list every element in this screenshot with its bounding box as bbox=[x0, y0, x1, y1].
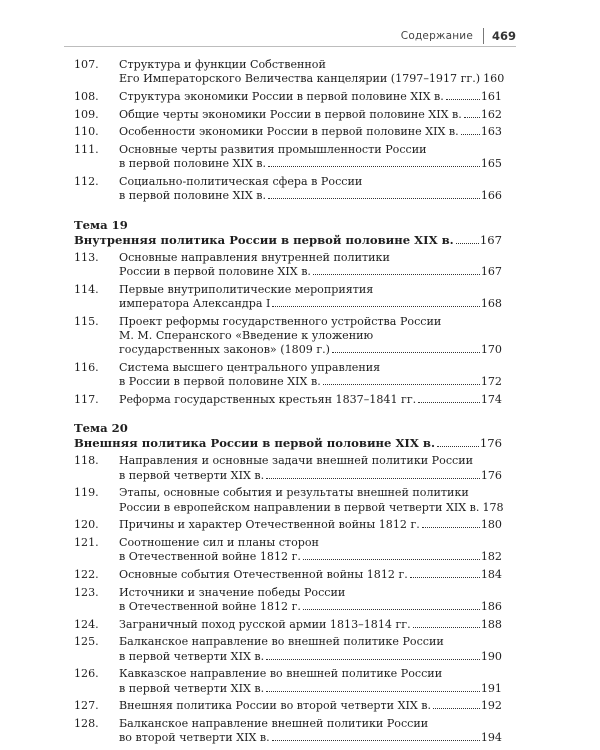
entry-line bbox=[119, 600, 502, 614]
entry-line bbox=[119, 635, 502, 649]
topic-title-link[interactable] bbox=[74, 436, 502, 451]
entry-line bbox=[119, 315, 502, 329]
toc-entry[interactable] bbox=[74, 717, 502, 746]
entry-text: Основные черты развития промышленности России bbox=[119, 142, 427, 156]
entry-number: 112. bbox=[74, 174, 99, 188]
page-number: 182 bbox=[480, 550, 502, 564]
dot-leader bbox=[437, 445, 479, 447]
entry-text: Причины и характер Отечественной войны 1812 г. bbox=[119, 518, 420, 532]
entry-line bbox=[119, 469, 502, 483]
page-number: 180 bbox=[480, 518, 502, 532]
entry-number: 125. bbox=[74, 635, 99, 649]
entry-text: России в первой половине XIX в. bbox=[119, 265, 311, 278]
entry-text: Кавказское направление во внешней политике России bbox=[119, 667, 443, 681]
entry-line bbox=[119, 108, 502, 122]
entry-number: 109. bbox=[74, 107, 99, 121]
entry-body bbox=[119, 536, 502, 565]
page-number: 172 bbox=[480, 375, 502, 389]
toc-entry[interactable] bbox=[74, 393, 502, 407]
entry-text: Этапы, основные события и результаты внешней политики bbox=[119, 486, 469, 500]
dot-leader bbox=[266, 658, 480, 660]
entry-text: Направления и основные задачи внешней политики России bbox=[119, 454, 474, 468]
entry-number: 122. bbox=[74, 568, 99, 581]
entry-text: Основные направления внутренней политики bbox=[119, 250, 390, 264]
entry-text: Проект реформы государственного устройства России bbox=[119, 314, 442, 328]
entry-line bbox=[119, 618, 502, 632]
page-number: 176 bbox=[480, 468, 502, 482]
toc-entry[interactable] bbox=[74, 315, 502, 358]
toc-entry[interactable] bbox=[74, 635, 502, 664]
toc-entry[interactable] bbox=[74, 536, 502, 565]
entry-text: в первой четверти XIX в. bbox=[119, 649, 265, 663]
toc-entry[interactable] bbox=[74, 586, 502, 615]
entry-line bbox=[119, 265, 502, 279]
entry-number: 107. bbox=[74, 58, 99, 71]
dot-leader bbox=[422, 526, 480, 528]
page-number: 178 bbox=[482, 500, 504, 514]
entry-line bbox=[119, 175, 502, 189]
header-section-title: Содержание bbox=[400, 30, 473, 42]
entry-text: Первые внутриполитические мероприятия bbox=[119, 282, 374, 296]
entry-text: государственных законов» (1809 г.) bbox=[119, 343, 331, 357]
entry-line bbox=[119, 501, 502, 515]
entry-line bbox=[119, 90, 502, 104]
header-divider bbox=[483, 28, 484, 44]
entry-body bbox=[119, 90, 502, 104]
page-number: 161 bbox=[480, 90, 502, 103]
entry-body bbox=[119, 635, 502, 664]
entry-text: в Отечественной войне 1812 г. bbox=[119, 600, 301, 613]
dot-leader bbox=[303, 558, 480, 560]
toc-entry[interactable] bbox=[74, 143, 502, 172]
entry-text: Балканское направление во внешней политике России bbox=[119, 635, 444, 649]
entry-number: 121. bbox=[74, 536, 99, 549]
entry-text: во второй четверти XIX в. bbox=[119, 731, 270, 745]
entry-number: 111. bbox=[74, 142, 99, 156]
entry-text: в первой половине XIX в. bbox=[119, 157, 267, 171]
dot-leader bbox=[461, 133, 480, 135]
dot-leader bbox=[272, 305, 479, 307]
entry-text: в России в первой половине XIX в. bbox=[119, 375, 321, 389]
entry-body bbox=[119, 667, 502, 696]
entry-body bbox=[119, 143, 502, 172]
entry-line bbox=[119, 329, 502, 343]
entry-text: Источники и значение победы России bbox=[119, 585, 346, 599]
entry-line bbox=[119, 586, 502, 600]
entry-line bbox=[119, 297, 502, 311]
toc-group-continued bbox=[74, 58, 505, 204]
entry-text: Структура и функции Собственной bbox=[119, 58, 326, 71]
entry-text: Система высшего центрального управления bbox=[119, 361, 381, 374]
toc-entry[interactable] bbox=[74, 251, 502, 280]
dot-leader bbox=[313, 273, 480, 275]
entry-line bbox=[119, 343, 502, 357]
entry-text: Заграничный поход русской армии 1813–1814 гг. bbox=[119, 617, 411, 631]
entry-number: 116. bbox=[74, 361, 99, 374]
table-of-contents bbox=[74, 58, 505, 749]
page-number: 174 bbox=[480, 393, 502, 406]
entry-text: в первой четверти XIX в. bbox=[119, 468, 265, 482]
dot-leader bbox=[272, 739, 480, 741]
page-number: 162 bbox=[480, 107, 502, 121]
entry-line bbox=[119, 125, 502, 139]
entry-text: в первой четверти XIX в. bbox=[119, 681, 265, 695]
entry-body bbox=[119, 108, 502, 122]
toc-entry[interactable] bbox=[74, 58, 505, 87]
page-number: 166 bbox=[480, 189, 502, 203]
entry-line bbox=[119, 58, 502, 72]
entry-body bbox=[119, 618, 502, 632]
toc-entry[interactable] bbox=[74, 486, 502, 515]
entry-number: 110. bbox=[74, 125, 99, 139]
toc-entry[interactable] bbox=[74, 125, 502, 139]
dot-leader bbox=[303, 608, 480, 610]
entry-text: Балканское направление внешней политики России bbox=[119, 716, 429, 730]
entry-number: 113. bbox=[74, 250, 99, 264]
entry-line bbox=[119, 283, 502, 297]
dot-leader bbox=[446, 98, 480, 100]
dot-leader bbox=[410, 576, 480, 578]
toc-entry[interactable] bbox=[74, 108, 502, 122]
entry-body bbox=[119, 699, 502, 713]
entry-text: Основные события Отечественной войны 1812 г. bbox=[119, 568, 408, 581]
entry-body bbox=[119, 486, 502, 515]
entry-text: Внешняя политика России во второй четверти XIX в. bbox=[119, 699, 432, 713]
entry-body bbox=[119, 283, 502, 312]
entry-body bbox=[119, 454, 502, 483]
entry-body bbox=[119, 58, 505, 87]
entry-number: 124. bbox=[74, 617, 99, 631]
running-header bbox=[401, 27, 516, 45]
entry-line bbox=[119, 72, 505, 86]
page-number: 163 bbox=[480, 125, 502, 139]
entry-line bbox=[119, 189, 502, 203]
entry-line bbox=[119, 667, 502, 681]
entry-line bbox=[119, 143, 502, 157]
dot-leader bbox=[266, 477, 480, 479]
page-number: 168 bbox=[480, 297, 502, 310]
toc-entry[interactable] bbox=[74, 454, 502, 483]
entry-body bbox=[119, 586, 502, 615]
entry-text: Социально-политическая сфера в России bbox=[119, 174, 363, 188]
toc-group-topic-20 bbox=[74, 454, 502, 745]
entry-body bbox=[119, 251, 502, 280]
entry-text: Структура экономики России в первой половине XIX в. bbox=[119, 90, 444, 103]
dot-leader bbox=[433, 707, 480, 709]
entry-text: Реформа государственных крестьян 1837–1841 гг. bbox=[119, 393, 417, 406]
toc-entry[interactable] bbox=[74, 699, 502, 713]
dot-leader bbox=[323, 383, 480, 385]
page-number: 167 bbox=[480, 265, 502, 278]
entry-text: Особенности экономики России в первой половине XIX в. bbox=[119, 125, 459, 139]
topic-title-link[interactable] bbox=[74, 233, 502, 248]
page-number: 192 bbox=[480, 699, 502, 713]
entry-text: в первой половине XIX в. bbox=[119, 189, 267, 203]
entry-body bbox=[119, 175, 502, 204]
entry-body bbox=[119, 568, 502, 582]
entry-number: 127. bbox=[74, 699, 99, 713]
entry-line bbox=[119, 375, 502, 389]
page-number: 167 bbox=[479, 232, 502, 247]
page-number: 191 bbox=[480, 681, 502, 695]
page-number: 170 bbox=[480, 343, 502, 357]
entry-number: 117. bbox=[74, 393, 99, 406]
page-number: 194 bbox=[480, 731, 502, 745]
entry-number: 108. bbox=[74, 90, 99, 103]
entry-line bbox=[119, 454, 502, 468]
toc-entry[interactable] bbox=[74, 283, 502, 312]
entry-line bbox=[119, 393, 502, 407]
dot-leader bbox=[268, 197, 480, 199]
entry-body bbox=[119, 717, 502, 746]
dot-leader bbox=[266, 690, 480, 692]
dot-leader bbox=[456, 242, 479, 244]
header-page-number: 469 bbox=[491, 29, 516, 43]
toc-entry[interactable] bbox=[74, 618, 502, 632]
topic-label: Тема 19 bbox=[74, 217, 128, 232]
entry-line bbox=[119, 157, 502, 171]
entry-line bbox=[119, 251, 502, 265]
page-number: 188 bbox=[480, 617, 502, 631]
dot-leader bbox=[332, 351, 480, 353]
entry-line bbox=[119, 536, 502, 550]
entry-text: в Отечественной войне 1812 г. bbox=[119, 550, 301, 564]
entry-line bbox=[119, 731, 502, 745]
topic-title-text: Внутренняя политика России в первой половине XIX в. bbox=[74, 232, 454, 247]
entry-number: 115. bbox=[74, 314, 99, 328]
toc-entry[interactable] bbox=[74, 518, 502, 532]
entry-body bbox=[119, 125, 502, 139]
entry-number: 128. bbox=[74, 716, 99, 730]
entry-line bbox=[119, 717, 502, 731]
entry-number: 119. bbox=[74, 486, 99, 500]
entry-text: М. М. Сперанского «Введение к уложению bbox=[119, 329, 374, 342]
page-number: 186 bbox=[480, 600, 502, 613]
toc-entry[interactable] bbox=[74, 361, 502, 390]
toc-entry[interactable] bbox=[74, 667, 502, 696]
entry-text: императора Александра I bbox=[119, 297, 271, 310]
entry-number: 123. bbox=[74, 585, 99, 599]
entry-body bbox=[119, 393, 502, 407]
toc-entry[interactable] bbox=[74, 90, 502, 104]
toc-group-topic-19 bbox=[74, 251, 502, 408]
page-number: 176 bbox=[479, 436, 502, 451]
entry-line bbox=[119, 361, 502, 375]
entry-line bbox=[119, 568, 502, 582]
entry-body bbox=[119, 315, 502, 358]
topic-title-text: Внешняя политика России в первой половине XIX в. bbox=[74, 436, 435, 451]
entry-line bbox=[119, 550, 502, 564]
toc-entry[interactable] bbox=[74, 175, 502, 204]
toc-entry[interactable] bbox=[74, 568, 502, 582]
entry-line bbox=[119, 518, 502, 532]
entry-line bbox=[119, 699, 502, 713]
dot-leader bbox=[268, 165, 480, 167]
page-number: 190 bbox=[480, 649, 502, 663]
entry-line bbox=[119, 682, 502, 696]
entry-body bbox=[119, 361, 502, 390]
entry-text: Общие черты экономики России в первой половине XIX в. bbox=[119, 107, 462, 121]
entry-text: России в европейском направлении в первой четверти XIX в. bbox=[119, 500, 480, 514]
dot-leader bbox=[413, 626, 480, 628]
entry-line bbox=[119, 650, 502, 664]
page-number: 160 bbox=[483, 72, 505, 86]
entry-line bbox=[119, 486, 502, 500]
dot-leader bbox=[418, 401, 480, 403]
dot-leader bbox=[464, 116, 480, 118]
entry-number: 118. bbox=[74, 454, 99, 468]
entry-number: 120. bbox=[74, 518, 99, 532]
topic-label: Тема 20 bbox=[74, 421, 128, 436]
header-rule bbox=[64, 46, 516, 47]
entry-text: Его Императорского Величества канцелярии (1797–1917 гг.) bbox=[119, 72, 481, 86]
page-number: 165 bbox=[480, 157, 502, 171]
entry-number: 126. bbox=[74, 667, 99, 681]
page-number: 184 bbox=[480, 568, 502, 581]
entry-number: 114. bbox=[74, 282, 99, 296]
entry-text: Соотношение сил и планы сторон bbox=[119, 536, 319, 549]
entry-body bbox=[119, 518, 502, 532]
